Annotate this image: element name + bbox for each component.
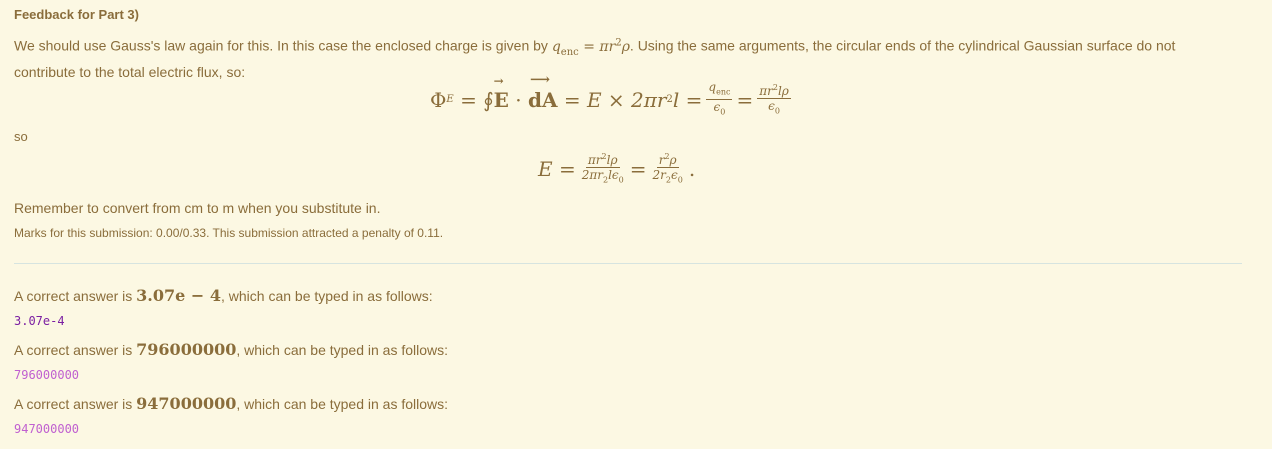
so-label: so [14,129,28,144]
typed-answer-3: 947000000 [14,422,80,436]
correct-answer-2: A correct answer is 796000000, which can be typed in as follows: [14,340,449,359]
typed-answer-2: 796000000 [14,368,80,382]
area-vector: ⟶ dA [527,71,558,112]
intro-text-1: We should use Gauss's law again for this. In this case the enclosed charge is given by [14,37,548,54]
electric-field-vector: → E [493,73,509,112]
remember-note: Remember to convert from cm to m when you substitute in. [14,200,381,216]
correct-answer-1: A correct answer is 3.07e − 4, which can be typed in as follows: [14,286,433,305]
correct-answer-3: A correct answer is 947000000, which can be typed in as follows: [14,394,449,413]
correct-answer-value: 3.07e − 4 [136,286,221,305]
section-divider [14,263,1242,264]
feedback-intro-paragraph [14,33,1214,82]
fraction-qenc-over-eps: $\frac{q_{enc}}{\epsilon_0}$ [708,80,731,117]
fraction-field-step1: $\frac{\pi r^2l\rho}{2\pi r_2l\epsilon_0}$ [581,152,624,185]
fraction-field-step2: $\frac{r^2\rho}{2r_2\epsilon_0}$ [652,152,683,185]
typed-answer-1: 3.07e-4 [14,314,65,328]
correct-answer-value: 947000000 [136,394,237,413]
electric-field-result-equation: E = $\frac{\pi r^2l\rho}{2\pi r_2l\epsilon_0}$ = $\frac{r^2\rho}{2r_2\epsilon_0}$ . [538,150,695,187]
correct-answer-value: 796000000 [136,340,237,359]
intro-text-2: . Using the same arguments, the circular ends of the cylindrical Gaussian surface do not contribute to the total electric flux, so: [14,37,1176,81]
feedback-heading: Feedback for Part 3) [14,7,139,22]
gauss-law-equation: Φ E = ∮ → E · ⟶ dA = E × 2πr 2 l = $\frac{q_{enc}}{\epsilon_0}$ = $\frac{\pi r^2l\rho}{\epsilon_0}$ [430,80,795,120]
enclosed-charge-formula: $q_{enc} = \pi r^2\rho$ [551,37,630,58]
marks-summary: Marks for this submission: 0.00/0.33. This submission attracted a penalty of 0.11. [14,226,444,240]
fraction-pir2lrho-over-eps: $\frac{\pi r^2l\rho}{\epsilon_0}$ [759,83,789,116]
